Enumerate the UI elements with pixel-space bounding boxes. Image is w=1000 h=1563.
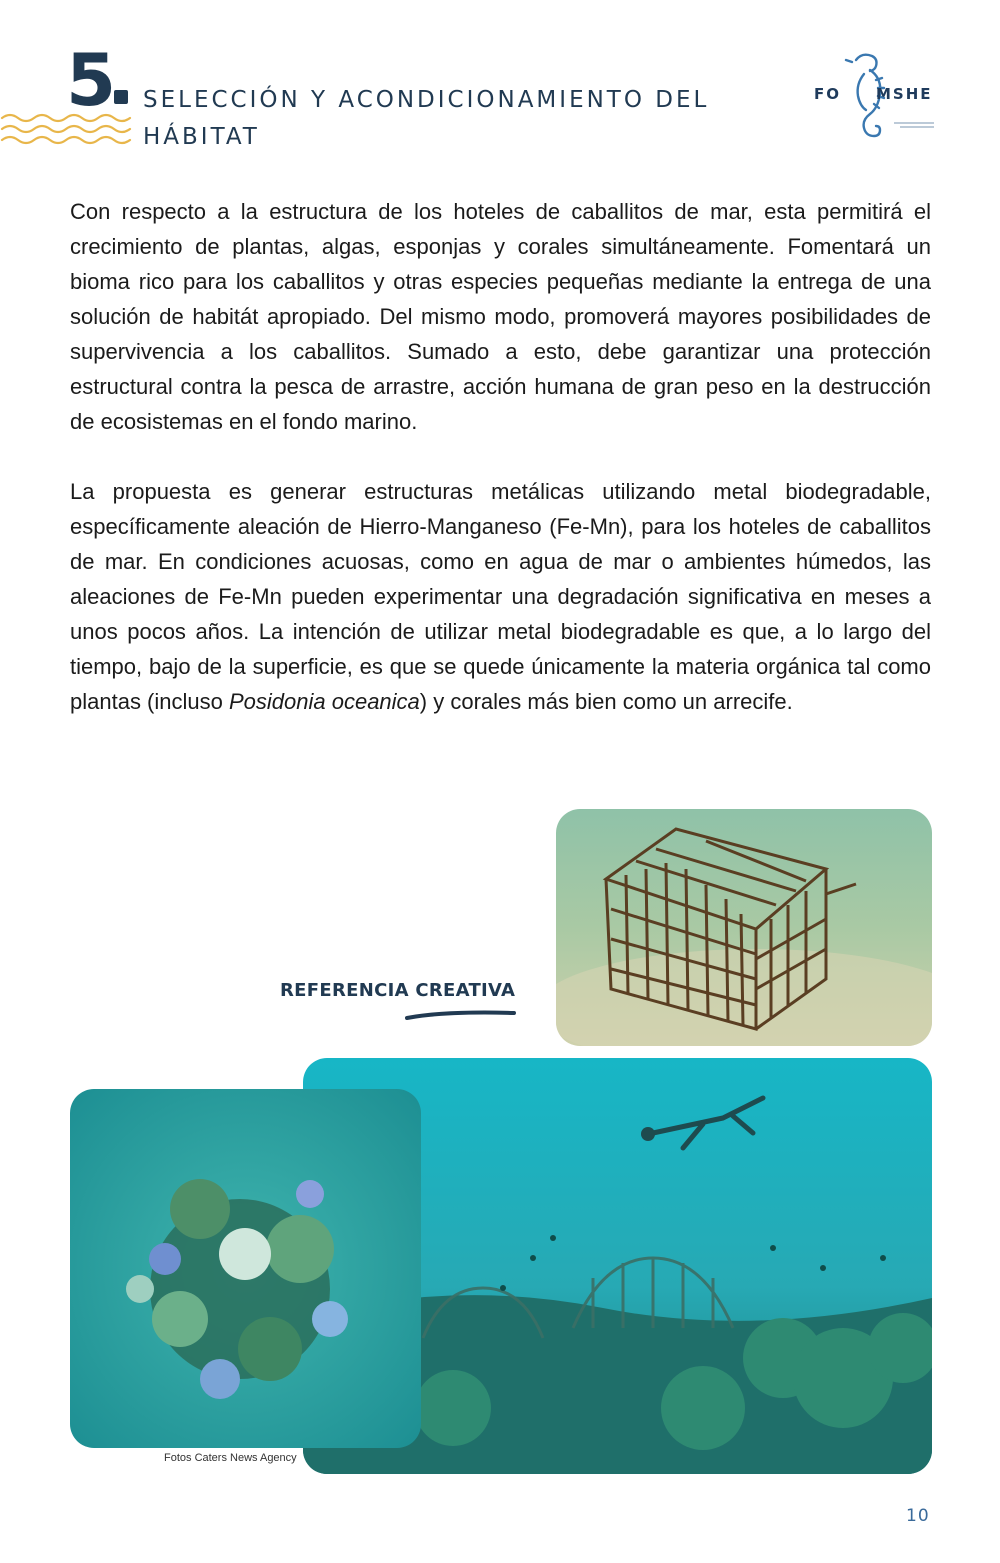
logo-tagline-icon: [892, 120, 936, 130]
paragraph-2-text: La propuesta es generar estructuras metálicas utilizando metal biodegradable, específicamente aleación de Hierro-Manganeso (Fe-Mn), para los hoteles de caballitos de mar. En condiciones acuosas, como en agua de mar o ambientes húmedos, las aleaciones de Fe-Mn pueden experimentar una degradación significativa en meses a unos pocos años. La intención de utilizar metal biodegradable es que, a lo largo del tiempo, bajo de la superficie, es que se quede únicamente la materia orgánica tal como plantas (incluso: [70, 479, 931, 714]
logo-text-right: MSHE: [876, 85, 933, 103]
section-title: [143, 82, 763, 156]
section-number: 5: [66, 38, 115, 122]
species-name: Posidonia oceanica: [228, 689, 420, 714]
reference-underline: [404, 1008, 518, 1022]
section-number-dot: [114, 90, 128, 104]
cage-seabed-photo: [556, 809, 932, 1046]
paragraph-1: Con respecto a la estructura de los hoteles de caballitos de mar, esta permitirá el crecimiento de plantas, algas, esponjas y corales simultáneamente. Fomentará un bioma rico para los caballitos y otras especies pequeñas mediante la entrega de una solución de habitát apropiado. Del mismo modo, promoverá mayores posibilidades de supervivencia a los caballitos. Sumado a esto, debe garantizar una protección estructural contra la pesca de arrastre, acción humana de gran peso en la destrucción de ecosistemas en el fondo marino.: [70, 199, 931, 434]
fomshe-logo: [812, 50, 932, 142]
paragraph-2-end: ) y corales más bien como un arrecife.: [419, 689, 793, 714]
section-title-line2: HÁBITAT: [143, 124, 260, 150]
page-header: [0, 0, 1000, 170]
reference-label: REFERENCIA CREATIVA: [280, 980, 516, 1001]
coral-aerial-photo: [70, 1089, 421, 1448]
wave-decoration-icon: [0, 110, 135, 150]
logo-tagline-mark: [892, 120, 936, 133]
page-number: 10: [906, 1506, 930, 1526]
body-text: [70, 194, 931, 754]
photo-credit: Fotos Caters News Agency: [164, 1452, 297, 1464]
paragraph-2: [70, 474, 931, 719]
logo-text-left: FO: [814, 85, 841, 103]
section-title-line1: SELECCIÓN Y ACONDICIONAMIENTO DEL: [143, 87, 710, 113]
